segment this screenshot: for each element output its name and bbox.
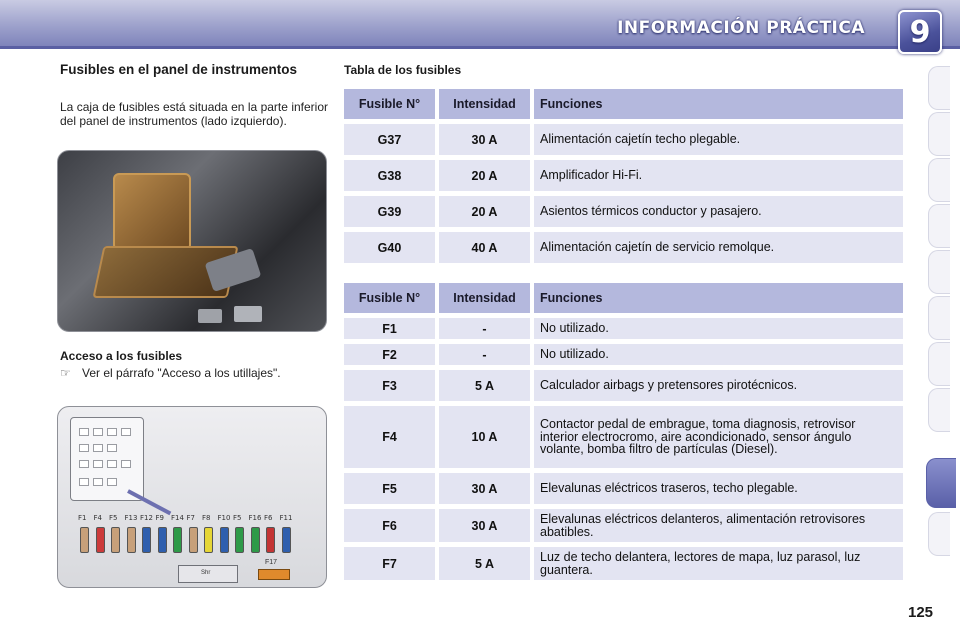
fuse-box-location-photo (57, 150, 327, 332)
intensity-cell: - (439, 344, 534, 365)
fuse-labels (78, 514, 318, 526)
intensity-cell: 5 A (439, 370, 534, 401)
fuse (111, 527, 120, 553)
intensity-cell: 20 A (439, 160, 534, 191)
function-cell: Calculador airbags y pretensores pirotécnicos. (534, 370, 903, 401)
table-row (344, 547, 903, 580)
fuse-number-cell: F6 (344, 509, 439, 542)
fuse (127, 527, 136, 553)
pedal (234, 306, 262, 322)
fuse (266, 527, 275, 553)
header-intensity: Intensidad (439, 89, 534, 119)
fuse-number-cell: F4 (344, 406, 439, 468)
table-row (344, 160, 903, 191)
zoom-arrow-icon (127, 489, 171, 515)
fuse (220, 527, 229, 553)
pedal (198, 309, 222, 323)
intensity-cell: 30 A (439, 473, 534, 504)
header-fuse-number: Fusible N° (344, 89, 439, 119)
fuse-number-cell: F2 (344, 344, 439, 365)
table-row (344, 473, 903, 504)
table-row (344, 344, 903, 365)
table-row (344, 509, 903, 542)
fuse-table-g (344, 84, 903, 268)
header-fuse-number: Fusible N° (344, 283, 439, 313)
chapter-tab[interactable] (928, 66, 950, 110)
relay: Shr (178, 565, 238, 583)
fuse-number-cell: G40 (344, 232, 439, 263)
fuse (251, 527, 260, 553)
chapter-tab[interactable] (928, 512, 950, 556)
fuse-label: F16 (248, 514, 262, 522)
fuse-label: F12 (140, 514, 153, 522)
table-row (344, 124, 903, 155)
function-cell: No utilizado. (534, 318, 903, 339)
section-title: Fusibles en el panel de instrumentos (60, 62, 298, 77)
chapter-tabs (928, 66, 950, 566)
dashboard-panel (113, 173, 191, 251)
fuse-label: F10 (217, 514, 231, 522)
intensity-cell: 20 A (439, 196, 534, 227)
access-instruction (60, 366, 340, 380)
intensity-cell: 30 A (439, 124, 534, 155)
page-section-title: INFORMACIÓN PRÁCTICA (617, 18, 865, 38)
table-row (344, 232, 903, 263)
fuse-box-overview (70, 417, 144, 501)
chapter-tab[interactable] (928, 250, 950, 294)
fuse (235, 527, 244, 553)
chapter-tab[interactable] (928, 204, 950, 248)
fuse-label: F1 (78, 514, 87, 522)
chapter-badge (898, 10, 942, 54)
intensity-cell: 5 A (439, 547, 534, 580)
access-title: Acceso a los fusibles (60, 349, 183, 363)
fuse-number-cell: G39 (344, 196, 439, 227)
chapter-tab[interactable] (928, 158, 950, 202)
fuse-f17 (258, 569, 290, 580)
fuse-table-f (344, 278, 903, 585)
fuse-number-cell: F1 (344, 318, 439, 339)
fuse-layout-diagram (57, 406, 327, 588)
fuse (173, 527, 182, 553)
function-cell: Asientos térmicos conductor y pasajero. (534, 196, 903, 227)
table-row (344, 318, 903, 339)
fuse-label: F11 (279, 514, 293, 522)
fuse-number-cell: F7 (344, 547, 439, 580)
fuse-number-cell: G38 (344, 160, 439, 191)
access-instruction-text: Ver el párrafo "Acceso a los utillajes". (82, 366, 281, 380)
function-cell: Alimentación cajetín de servicio remolque. (534, 232, 903, 263)
intro-paragraph: La caja de fusibles está situada en la parte inferior del panel de instrumentos (lado izquierdo). (60, 100, 328, 128)
chapter-tab[interactable] (928, 112, 950, 156)
table-row (344, 406, 903, 468)
fuse-label: F8 (202, 514, 211, 522)
fuse-label: F7 (186, 514, 195, 522)
table-row (344, 196, 903, 227)
fuse-label: F5 (233, 514, 242, 522)
function-cell: Elevalunas eléctricos delanteros, alimentación retrovisores abatibles. (534, 509, 903, 542)
fuse-number-cell: F5 (344, 473, 439, 504)
chapter-tab-active[interactable] (926, 458, 956, 508)
header-divider (0, 46, 960, 49)
fuse-label: F4 (93, 514, 102, 522)
function-cell: Luz de techo delantera, lectores de mapa, luz parasol, luz guantera. (534, 547, 903, 580)
function-cell: Contactor pedal de embrague, toma diagnosis, retrovisor interior electrocromo, aire acondicionado, sensor ángulo volante, bomba filtro de partículas (Diesel). (534, 406, 903, 468)
header-functions: Funciones (534, 283, 903, 313)
table-row (344, 370, 903, 401)
table-header-row (344, 283, 903, 313)
fuse-label-f17: F17 (265, 559, 278, 566)
intensity-cell: 30 A (439, 509, 534, 542)
chapter-tab[interactable] (928, 388, 950, 432)
fuse (189, 527, 198, 553)
fuse (142, 527, 151, 553)
fuse-label: F14 (171, 514, 184, 522)
fuse (80, 527, 89, 553)
function-cell: Alimentación cajetín techo plegable. (534, 124, 903, 155)
fuse (96, 527, 105, 553)
chapter-tab[interactable] (928, 296, 950, 340)
function-cell: Amplificador Hi-Fi. (534, 160, 903, 191)
intensity-cell: 40 A (439, 232, 534, 263)
fuse (204, 527, 213, 553)
fuse-label: F13 (124, 514, 138, 522)
fuse-number-cell: F3 (344, 370, 439, 401)
chapter-tab[interactable] (928, 342, 950, 386)
fuse-label: F6 (264, 514, 273, 522)
page-number: 125 (908, 604, 934, 621)
fuse-number-cell: G37 (344, 124, 439, 155)
fuse-label: F9 (155, 514, 164, 522)
table-header-row (344, 89, 903, 119)
header-functions: Funciones (534, 89, 903, 119)
table-caption: Tabla de los fusibles (344, 63, 462, 77)
fuse (282, 527, 291, 553)
header-intensity: Intensidad (439, 283, 534, 313)
fuse-label: F5 (109, 514, 118, 522)
fuse (158, 527, 167, 553)
function-cell: No utilizado. (534, 344, 903, 365)
function-cell: Elevalunas eléctricos traseros, techo plegable. (534, 473, 903, 504)
intensity-cell: 10 A (439, 406, 534, 468)
pointing-hand-icon: ☞ (60, 366, 71, 380)
chapter-number: 9 (909, 14, 931, 50)
intensity-cell: - (439, 318, 534, 339)
